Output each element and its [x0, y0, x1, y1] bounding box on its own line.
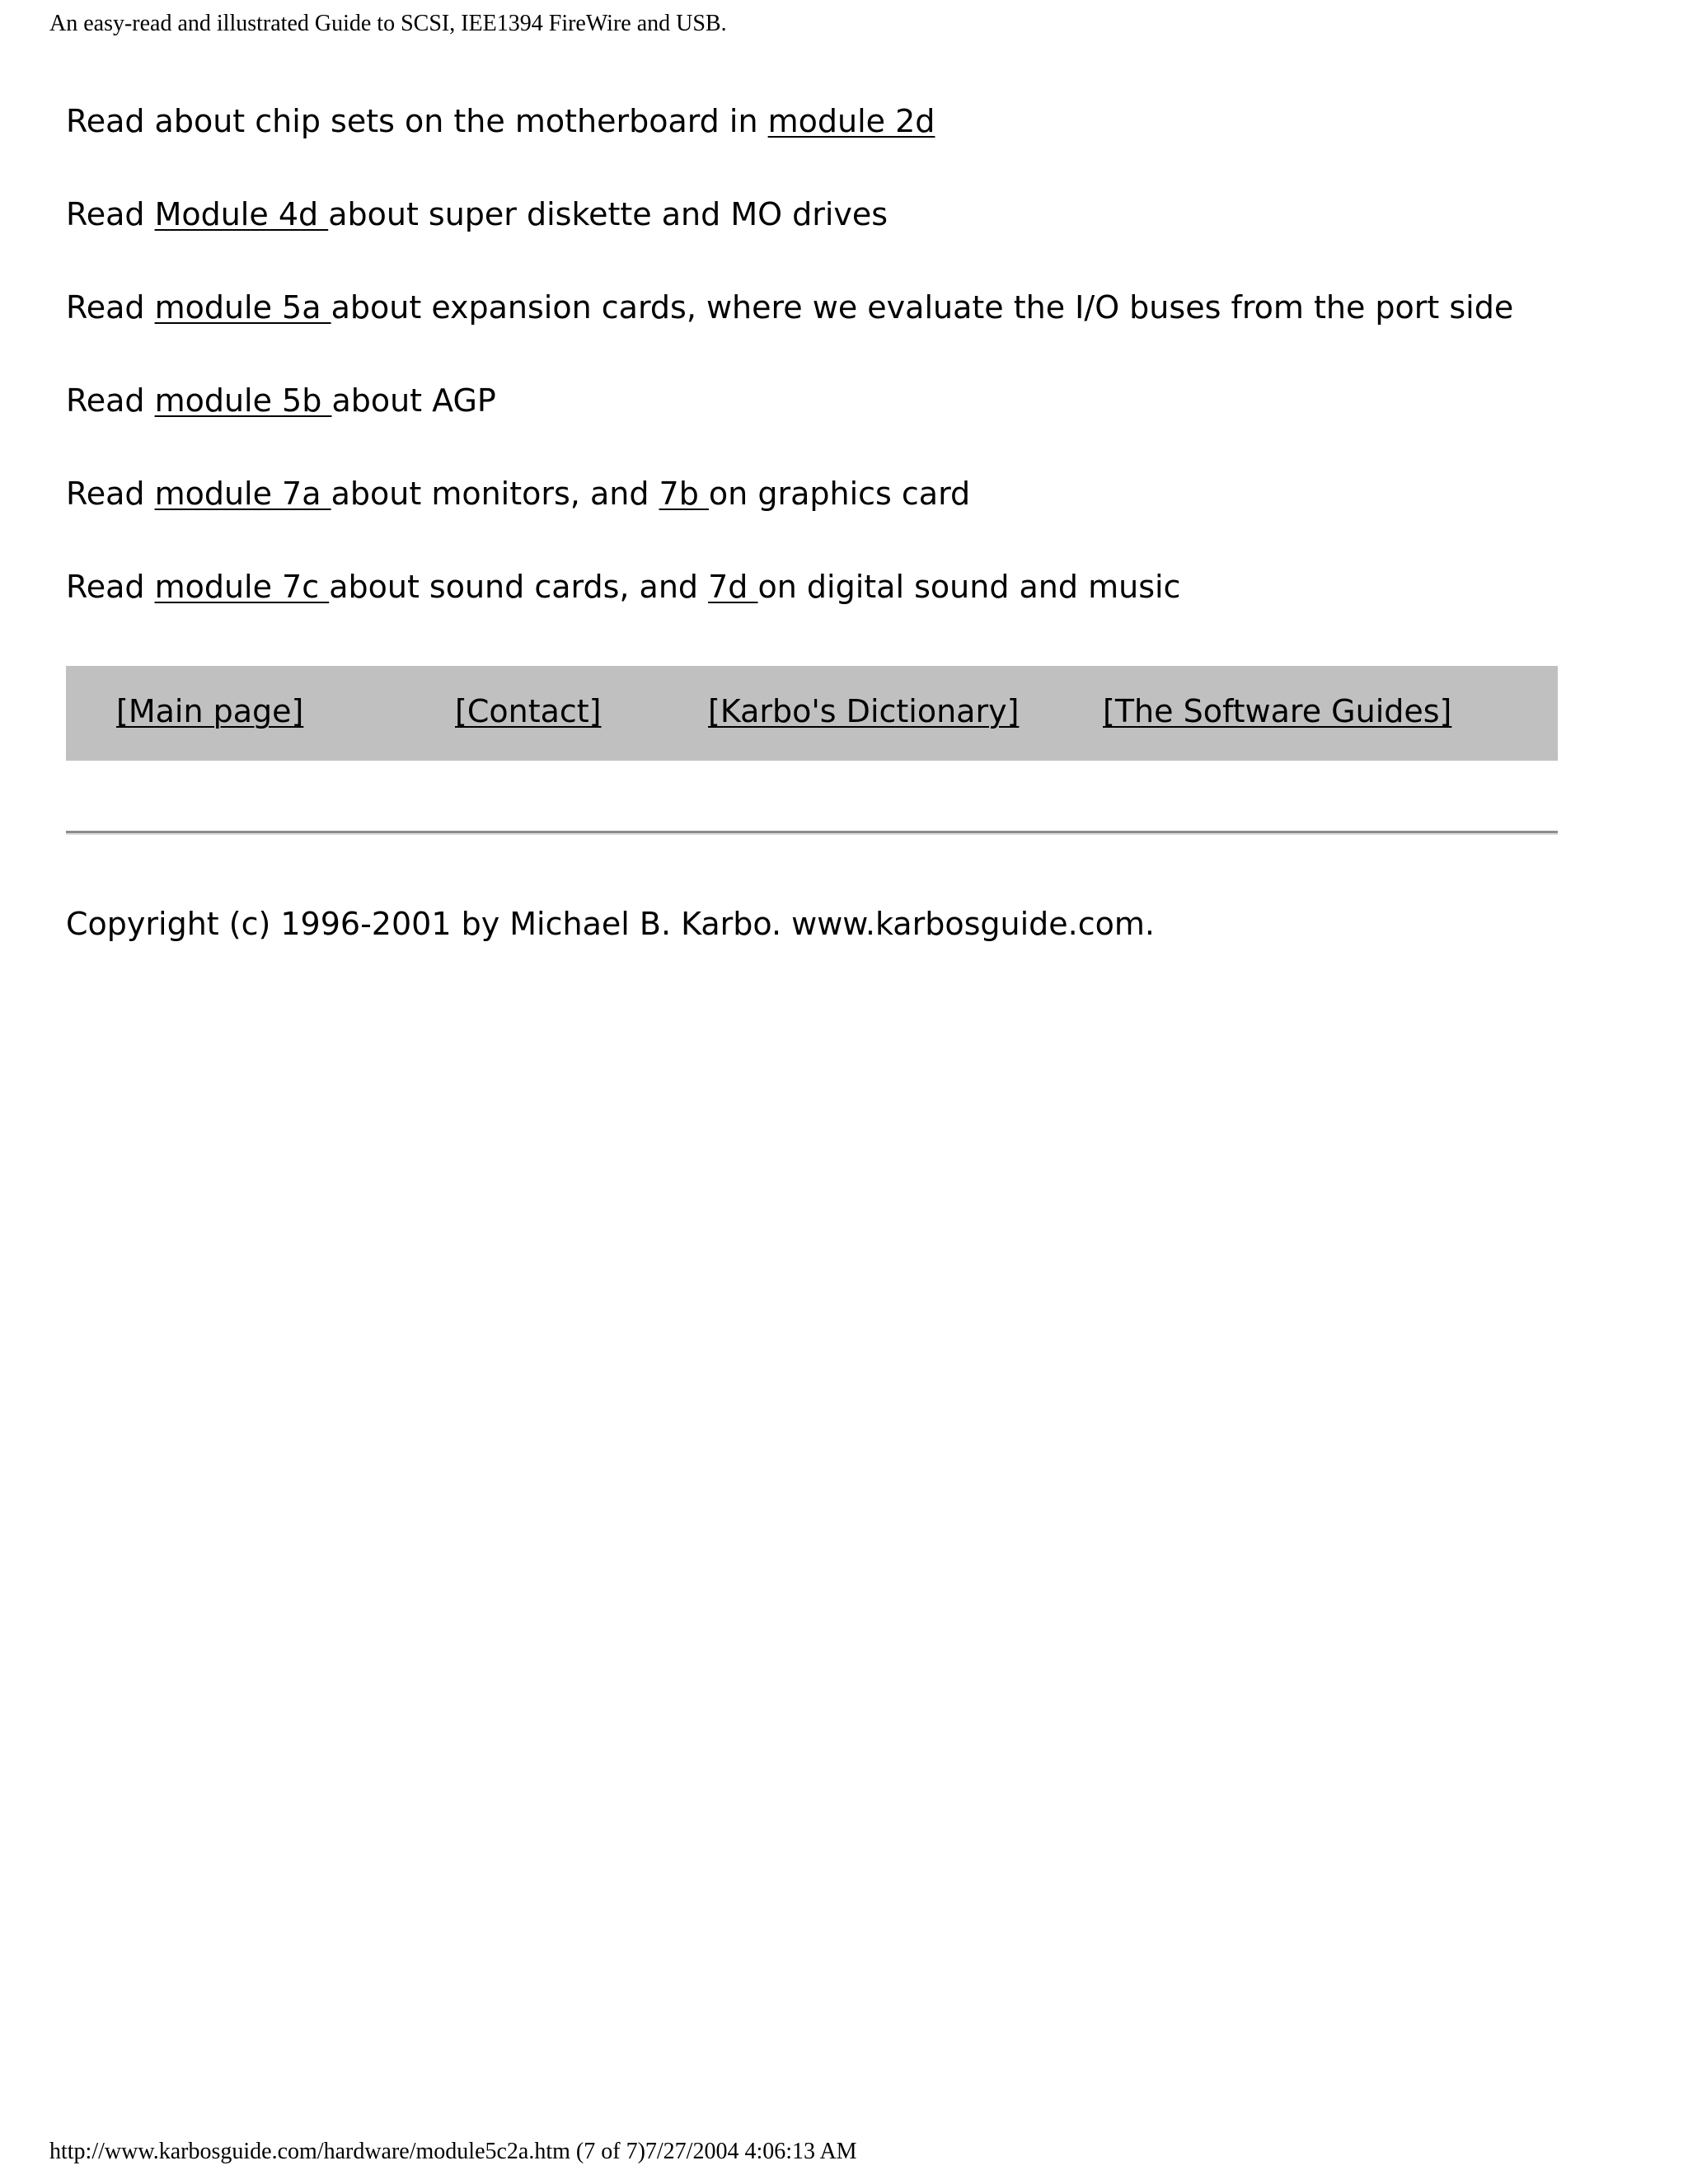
- print-footer: http://www.karbosguide.com/hardware/module5c2a.htm (7 of 7)7/27/2004 4:06:13 AM: [49, 2139, 857, 2164]
- link-module-7b[interactable]: 7b: [659, 476, 709, 512]
- line-text: Read about chip sets on the motherboard in: [66, 103, 768, 139]
- link-module-5a[interactable]: module 5a: [154, 289, 331, 326]
- print-header: An easy-read and illustrated Guide to SCSI, IEE1394 FireWire and USB.: [49, 11, 727, 36]
- line-text: Read: [66, 476, 155, 512]
- line-text: on digital sound and music: [757, 569, 1181, 605]
- read-line-module-5a: [66, 288, 1513, 326]
- link-module-2d[interactable]: module 2d: [767, 103, 935, 139]
- line-text: Read: [66, 569, 155, 605]
- read-line-module-7c: [66, 568, 1180, 606]
- line-text: about sound cards, and: [329, 569, 709, 605]
- line-text: Read: [66, 196, 155, 232]
- horizontal-rule: [66, 831, 1558, 835]
- line-text: about monitors, and: [331, 476, 659, 512]
- link-module-7d[interactable]: 7d: [708, 569, 758, 605]
- copyright-text: Copyright (c) 1996-2001 by Michael B. Karbo. www.karbosguide.com.: [66, 906, 1155, 942]
- line-text: on graphics card: [708, 476, 971, 512]
- read-line-module-2d: [66, 102, 935, 140]
- nav-dictionary-link[interactable]: [Karbo's Dictionary]: [708, 693, 1020, 729]
- link-module-7a[interactable]: module 7a: [154, 476, 331, 512]
- nav-contact-link[interactable]: [Contact]: [455, 693, 602, 729]
- read-line-module-5b: [66, 382, 496, 419]
- link-module-5b[interactable]: module 5b: [154, 382, 332, 419]
- read-line-module-7a: [66, 475, 970, 513]
- link-module-4d[interactable]: Module 4d: [154, 196, 329, 232]
- nav-software-guides-link[interactable]: [The Software Guides]: [1103, 693, 1452, 729]
- line-text: Read: [66, 382, 155, 419]
- nav-main-page-link[interactable]: [Main page]: [116, 693, 304, 729]
- line-text: about AGP: [331, 382, 496, 419]
- line-text: Read: [66, 289, 155, 326]
- line-text: about super diskette and MO drives: [328, 196, 889, 232]
- link-module-7c[interactable]: module 7c: [154, 569, 330, 605]
- line-text: about expansion cards, where we evaluate the I/O buses from the port side: [331, 289, 1514, 326]
- footer-nav-bar: [66, 666, 1558, 761]
- read-line-module-4d: [66, 195, 888, 233]
